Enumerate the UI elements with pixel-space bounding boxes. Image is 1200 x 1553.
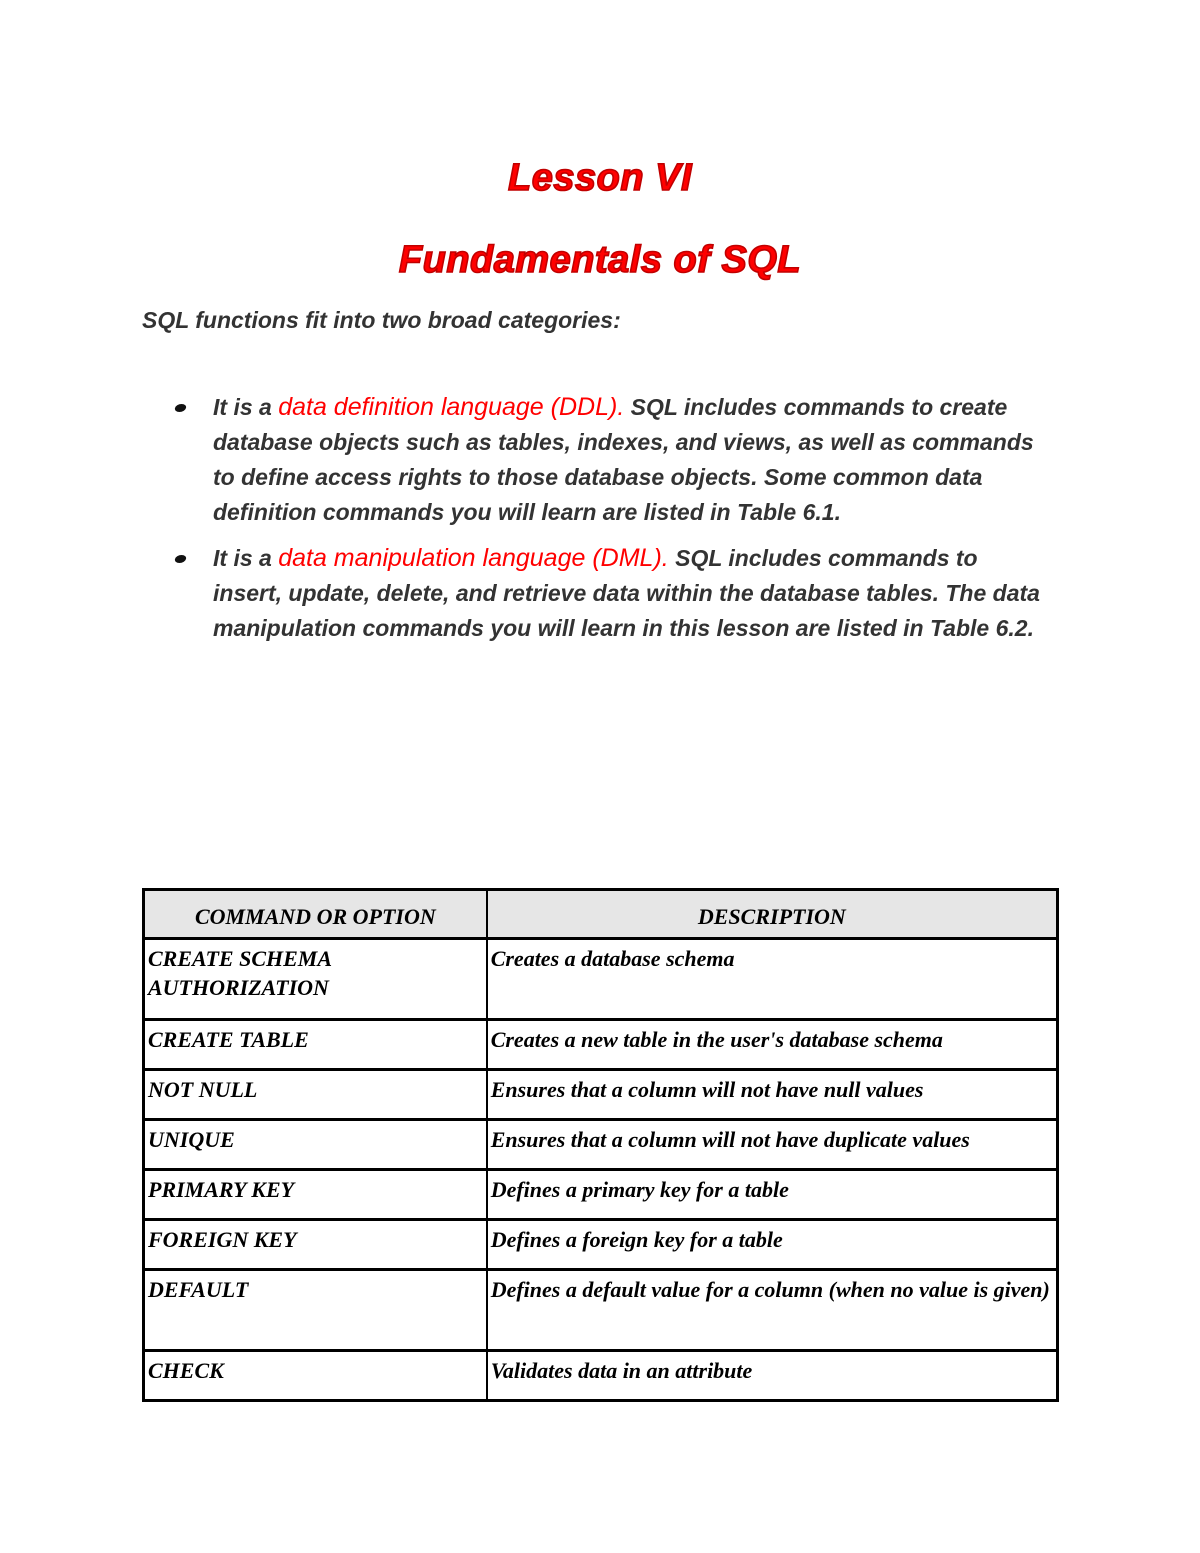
list-item-ddl bbox=[170, 390, 1050, 530]
header-description: DESCRIPTION bbox=[487, 890, 1058, 939]
ddl-term: data definition language (DDL). bbox=[278, 393, 625, 421]
description-cell: Ensures that a column will not have null values bbox=[487, 1070, 1058, 1120]
command-cell: FOREIGN KEY bbox=[144, 1220, 487, 1270]
command-cell: PRIMARY KEY bbox=[144, 1170, 487, 1220]
command-cell: NOT NULL bbox=[144, 1070, 487, 1120]
header-command: COMMAND OR OPTION bbox=[144, 890, 487, 939]
lesson-subtitle: Fundamentals of SQL bbox=[398, 239, 802, 281]
description-cell: Defines a foreign key for a table bbox=[487, 1220, 1058, 1270]
description-cell: Defines a default value for a column (when no value is given) bbox=[487, 1270, 1058, 1351]
intro-text: SQL functions fit into two broad categories: bbox=[142, 307, 621, 333]
ddl-commands-table bbox=[142, 888, 1059, 1402]
bullet-prefix: It is a bbox=[213, 394, 279, 420]
table-row bbox=[144, 1170, 1058, 1220]
description-cell: Defines a primary key for a table bbox=[487, 1170, 1058, 1220]
table-row bbox=[144, 1220, 1058, 1270]
bullet-prefix: It is a bbox=[213, 545, 279, 571]
command-cell: CREATE SCHEMA AUTHORIZATION bbox=[144, 939, 487, 1020]
table-row bbox=[144, 1351, 1058, 1401]
command-cell: UNIQUE bbox=[144, 1120, 487, 1170]
description-cell: Creates a new table in the user's database schema bbox=[487, 1020, 1058, 1070]
table-row bbox=[144, 1020, 1058, 1070]
category-list bbox=[170, 390, 1050, 657]
bullet-icon bbox=[174, 404, 187, 412]
bullet-text: SQL includes commands to insert, update, delete, and retrieve data within the database tables. The data manipulation commands you will learn in this lesson are listed in Table 6.2. bbox=[213, 545, 1040, 641]
command-cell: CHECK bbox=[144, 1351, 487, 1401]
description-cell: Ensures that a column will not have duplicate values bbox=[487, 1120, 1058, 1170]
table-header-row bbox=[144, 890, 1058, 939]
bullet-icon bbox=[174, 555, 187, 563]
lesson-title: Lesson VI bbox=[508, 157, 692, 199]
description-cell: Validates data in an attribute bbox=[487, 1351, 1058, 1401]
bullet-text: SQL includes commands to create database objects such as tables, indexes, and views, as well as commands to define access rights to those database objects. Some common data definition commands you will learn are listed in Table 6.1. bbox=[213, 394, 1034, 525]
table-row bbox=[144, 1120, 1058, 1170]
table-row bbox=[144, 939, 1058, 1020]
list-item-dml bbox=[170, 541, 1050, 646]
command-cell: DEFAULT bbox=[144, 1270, 487, 1351]
command-cell: CREATE TABLE bbox=[144, 1020, 487, 1070]
table-row bbox=[144, 1070, 1058, 1120]
table-row bbox=[144, 1270, 1058, 1351]
dml-term: data manipulation language (DML). bbox=[278, 544, 669, 572]
description-cell: Creates a database schema bbox=[487, 939, 1058, 1020]
